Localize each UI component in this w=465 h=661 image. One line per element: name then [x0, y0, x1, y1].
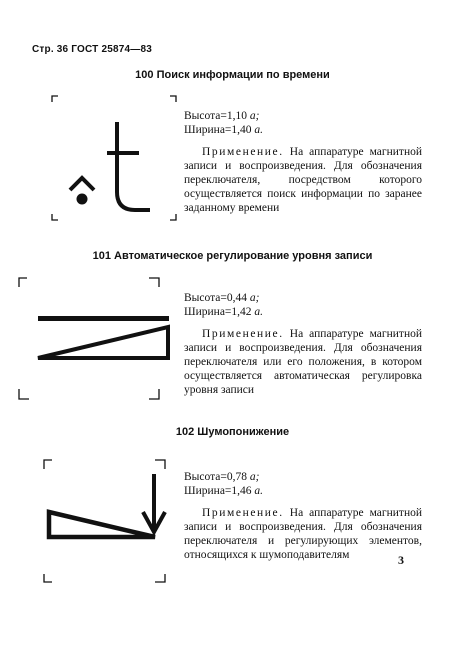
- item-101-height: Высота=0,44 а;: [184, 292, 260, 304]
- item-102-text: [184, 470, 422, 562]
- item-100-application: Применение. На аппаратуре магнитной записи и воспроизведения. Для обозначения переключателя, посредством которого осуществляется поиск информации по заранее заданному времени: [184, 146, 422, 214]
- item-102-title: 102 Шумопонижение: [175, 426, 290, 438]
- item-102-width: Ширина=1,46 а.: [184, 485, 264, 497]
- item-101-width: Ширина=1,42 а.: [184, 306, 264, 318]
- item-100-height: Высота=1,10 а;: [184, 110, 260, 122]
- time-search-icon: [40, 92, 190, 226]
- auto-record-level-icon: [10, 272, 190, 412]
- noise-reduction-icon: [35, 452, 185, 592]
- item-102-height: Высота=0,78 а;: [184, 471, 260, 483]
- item-100-title: 100 Поиск информации по времени: [135, 69, 330, 81]
- item-101-application: Применение. На аппаратуре магнитной записи и воспроизведения. Для обозначения переключателя или его положения, в котором осуществляется автоматическая регулировка уровня записи: [184, 328, 422, 396]
- page-header: Стр. 36 ГОСТ 25874—83: [32, 44, 152, 55]
- item-100-width: Ширина=1,40 а.: [184, 124, 264, 136]
- item-102-application: Применение. На аппаратуре магнитной записи и воспроизведения. Для обозначения переключателя и регулирующих элементов, относящихся к шумоподавителям: [184, 507, 422, 561]
- page-mark: 3: [398, 553, 404, 567]
- item-101-text: [184, 291, 422, 397]
- item-100-text: [184, 109, 422, 215]
- item-101-title: 101 Автоматическое регулирование уровня записи: [92, 250, 373, 262]
